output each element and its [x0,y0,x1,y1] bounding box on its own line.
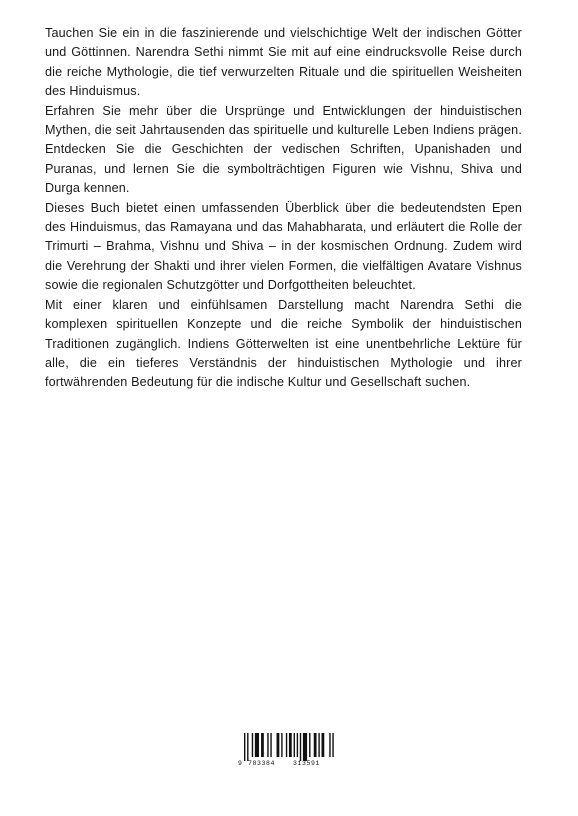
barcode-bar [309,733,310,757]
barcode-bars [244,733,337,761]
barcode-bar [267,733,268,757]
barcode-bar [303,733,307,761]
barcode-bar [270,733,271,757]
isbn-barcode [236,733,337,767]
barcode-bar [255,733,259,757]
barcode-bar [329,733,330,757]
barcode-bar [314,733,317,757]
barcode-bar [244,733,245,761]
barcode-bar [289,733,292,757]
barcode-graphic [236,733,337,767]
barcode-bar [294,733,295,757]
barcode-digit-first: 9 [238,760,242,767]
paragraph-epics: Dieses Buch bietet einen umfassenden Überblick über die bedeutendsten Epen des Hinduismus, das Ramayana und das Mahabharata, und erläutert die Rolle der Trimurti – Brahma, Vishnu und Shiva – in der kosmischen Ordnung. Zudem wird die Verehrung der Shakti und ihrer vielen Formen, die vielfältigen Avatare Vishnus sowie die regionalen Schutzgötter und Dorfgottheiten beleuchtet. [45,200,522,293]
barcode-bar [332,733,333,757]
barcode-bar [297,733,298,757]
barcode-bar [277,733,280,757]
paragraph-intro: Tauchen Sie ein in die faszinierende und vielschichtige Welt der indischen Götter und Göttinnen. Narendra Sethi nimmt Sie mit auf eine eindrucksvolle Reise durch die reiche Mythologie, die tief verwurzelten Rituale und die spirituellen Weisheiten des Hinduismus. [45,26,522,99]
barcode-bar [286,733,287,757]
barcode-bar [252,733,253,757]
barcode-bar [318,733,319,757]
back-cover-text [45,24,522,393]
barcode-group-left: 783384 [248,760,276,767]
paragraph-origins: Erfahren Sie mehr über die Ursprünge und Entwicklungen der hinduistischen Mythen, die seit Jahrtausenden das spirituelle und kulturelle Leben Indiens prägen. Entdecken Sie die Geschichten der vedischen Schriften, Upanishaden und Puranas, und lernen Sie die symbolträchtigen Figuren wie Vishnu, Shiva und Durga kennen. [45,103,522,196]
barcode-bar [281,733,282,757]
barcode-bar [300,733,301,761]
paragraph-summary: Mit einer klaren und einfühlsamen Darstellung macht Narendra Sethi die komplexen spirituellen Konzepte und die reiche Symbolik der hinduistischen Traditionen zugänglich. Indiens Götterwelten ist eine unentbehrliche Lektüre für alle, die ein tieferes Verständnis der hinduistischen Mythologie und ihrer fortwährenden Bedeutung für die indische Kultur und Gesellschaft suchen. [45,297,522,390]
barcode-bar [261,733,264,757]
barcode-bar [247,733,248,761]
barcode-bar [322,733,325,757]
barcode-group-right: 313591 [293,760,321,767]
